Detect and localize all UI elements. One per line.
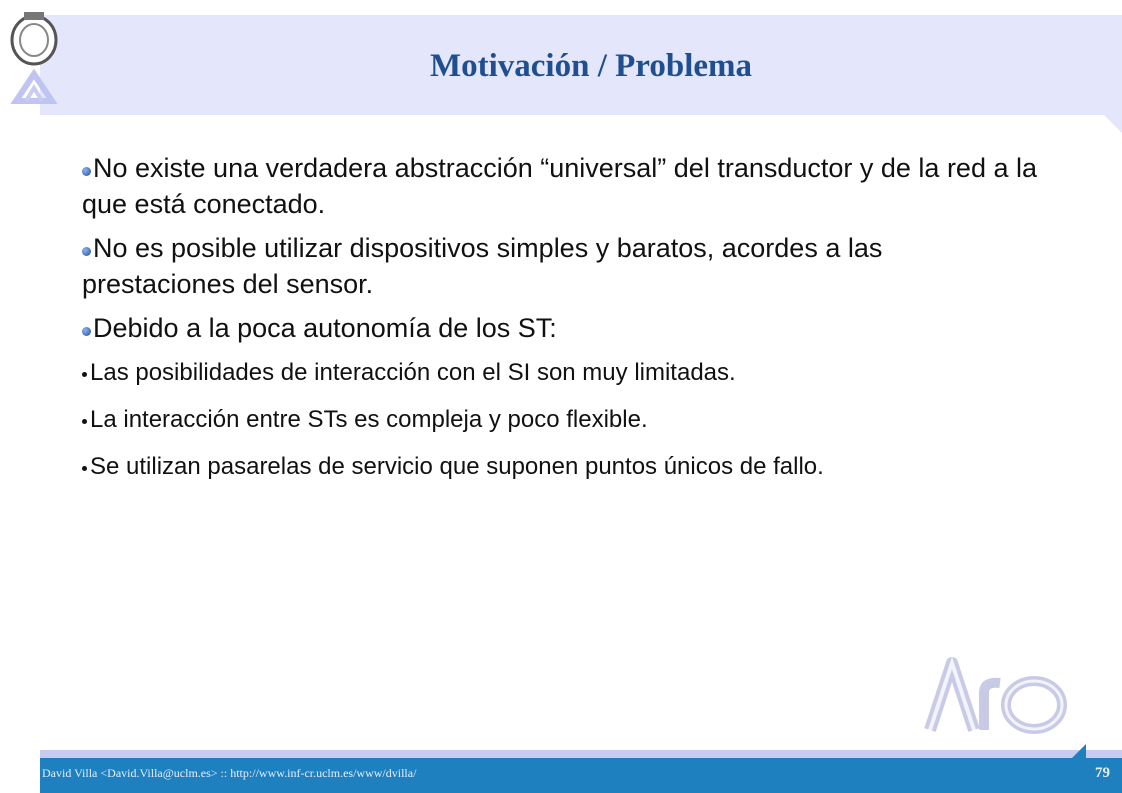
sub-bullet-text: La interacción entre STs es compleja y poco flexible. (90, 406, 648, 433)
header-corner (1104, 115, 1122, 133)
bullet-text: No existe una verdadera abstracción “universal” del transductor y de la red a la que está conectado. (82, 153, 1037, 219)
bullet-dot-icon (82, 167, 91, 176)
slide-content (82, 150, 1042, 497)
bullet-dot-icon (82, 327, 91, 336)
bullet-text: No es posible utilizar dispositivos simples y baratos, acordes a las prestaciones del sensor. (82, 233, 883, 299)
bullet-item (82, 310, 1042, 346)
bullet-text: Debido a la poca autonomía de los ST: (93, 313, 557, 343)
bullet-item (82, 150, 1042, 222)
bullet-dot-icon (82, 247, 91, 256)
sub-bullet-dot-icon (82, 419, 87, 424)
sub-bullet-text: Las posibilidades de interacción con el SI son muy limitadas. (90, 359, 736, 386)
sub-bullet-item (82, 403, 1042, 436)
footer-line (40, 750, 1122, 758)
sub-bullet-item (82, 450, 1042, 483)
bullet-item (82, 230, 1042, 302)
sub-bullet-item (82, 356, 1042, 389)
footer-author: David Villa <David.Villa@uclm.es> :: http://www.inf-cr.uclm.es/www/dvilla/ (42, 766, 417, 780)
slide-title: Motivación / Problema (429, 48, 752, 84)
arco-logo-icon (920, 655, 1080, 735)
sub-bullet-dot-icon (82, 466, 87, 471)
page-number: 79 (1095, 765, 1110, 781)
sub-bullet-text: Se utilizan pasarelas de servicio que suponen puntos únicos de fallo. (90, 453, 824, 480)
footer-corner (1072, 744, 1086, 758)
sub-bullet-dot-icon (82, 372, 87, 377)
